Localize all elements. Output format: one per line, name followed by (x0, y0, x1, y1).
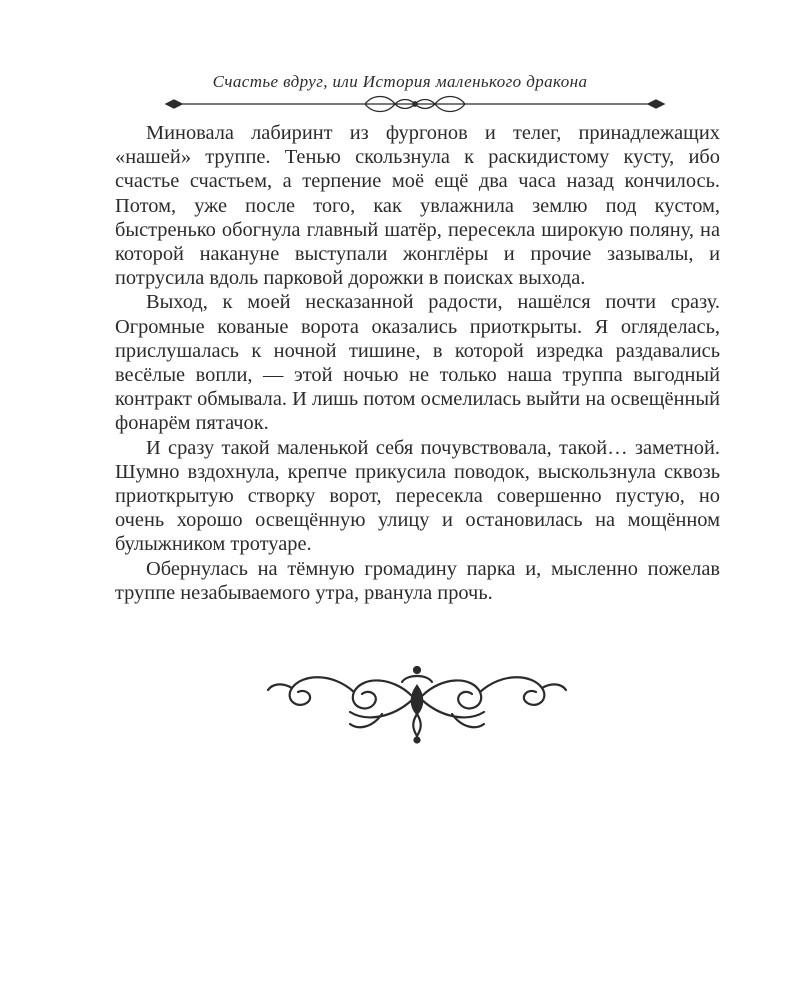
paragraph-3: И сразу такой маленькой себя почувствовала, такой… заметной. Шумно вздохнула, крепче прикусила поводок, выскользнула сквозь приоткрытую створку ворот, пересекла совершенно пустую, но очень хорошо освещённую улицу и остановилась на мощённом булыжником тротуаре. (115, 436, 720, 556)
body-text (115, 121, 720, 605)
running-title: Счастье вдруг, или История маленького дракона (212, 72, 588, 91)
paragraph-1: Миновала лабиринт из фургонов и телег, принадлежащих «нашей» труппе. Тенью скользнула к раскидистому кусту, ибо счастье счастьем, а терпение моё ещё два часа назад кончилось. Потом, уже после того, как увлажнила землю под кустом, быстренько обогнула главный шатёр, пересекла широкую поляну, на которой накануне выступали жонглёры и прочие зазывалы, и потрусила вдоль парковой дорожки в поисках выхода. (115, 122, 720, 290)
paragraph-2: Выход, к моей несказанной радости, нашёлся почти сразу. Огромные кованые ворота оказались приоткрыты. Я огляделась, прислушалась к ночной тишине, в которой изредка раздавались весёлые вопли, — этой ночью не только наша труппа выгодный контракт обмывала. И лишь потом осмелилась выйти на освещённый фонарём пятачок. (115, 291, 720, 435)
flourish-rule-icon (160, 92, 670, 116)
paragraph-4: Обернулась на тёмную громадину парка и, мысленно пожелав труппе незабываемого утра, рванула прочь. (115, 557, 720, 604)
flourish-ornament-icon (262, 656, 572, 746)
